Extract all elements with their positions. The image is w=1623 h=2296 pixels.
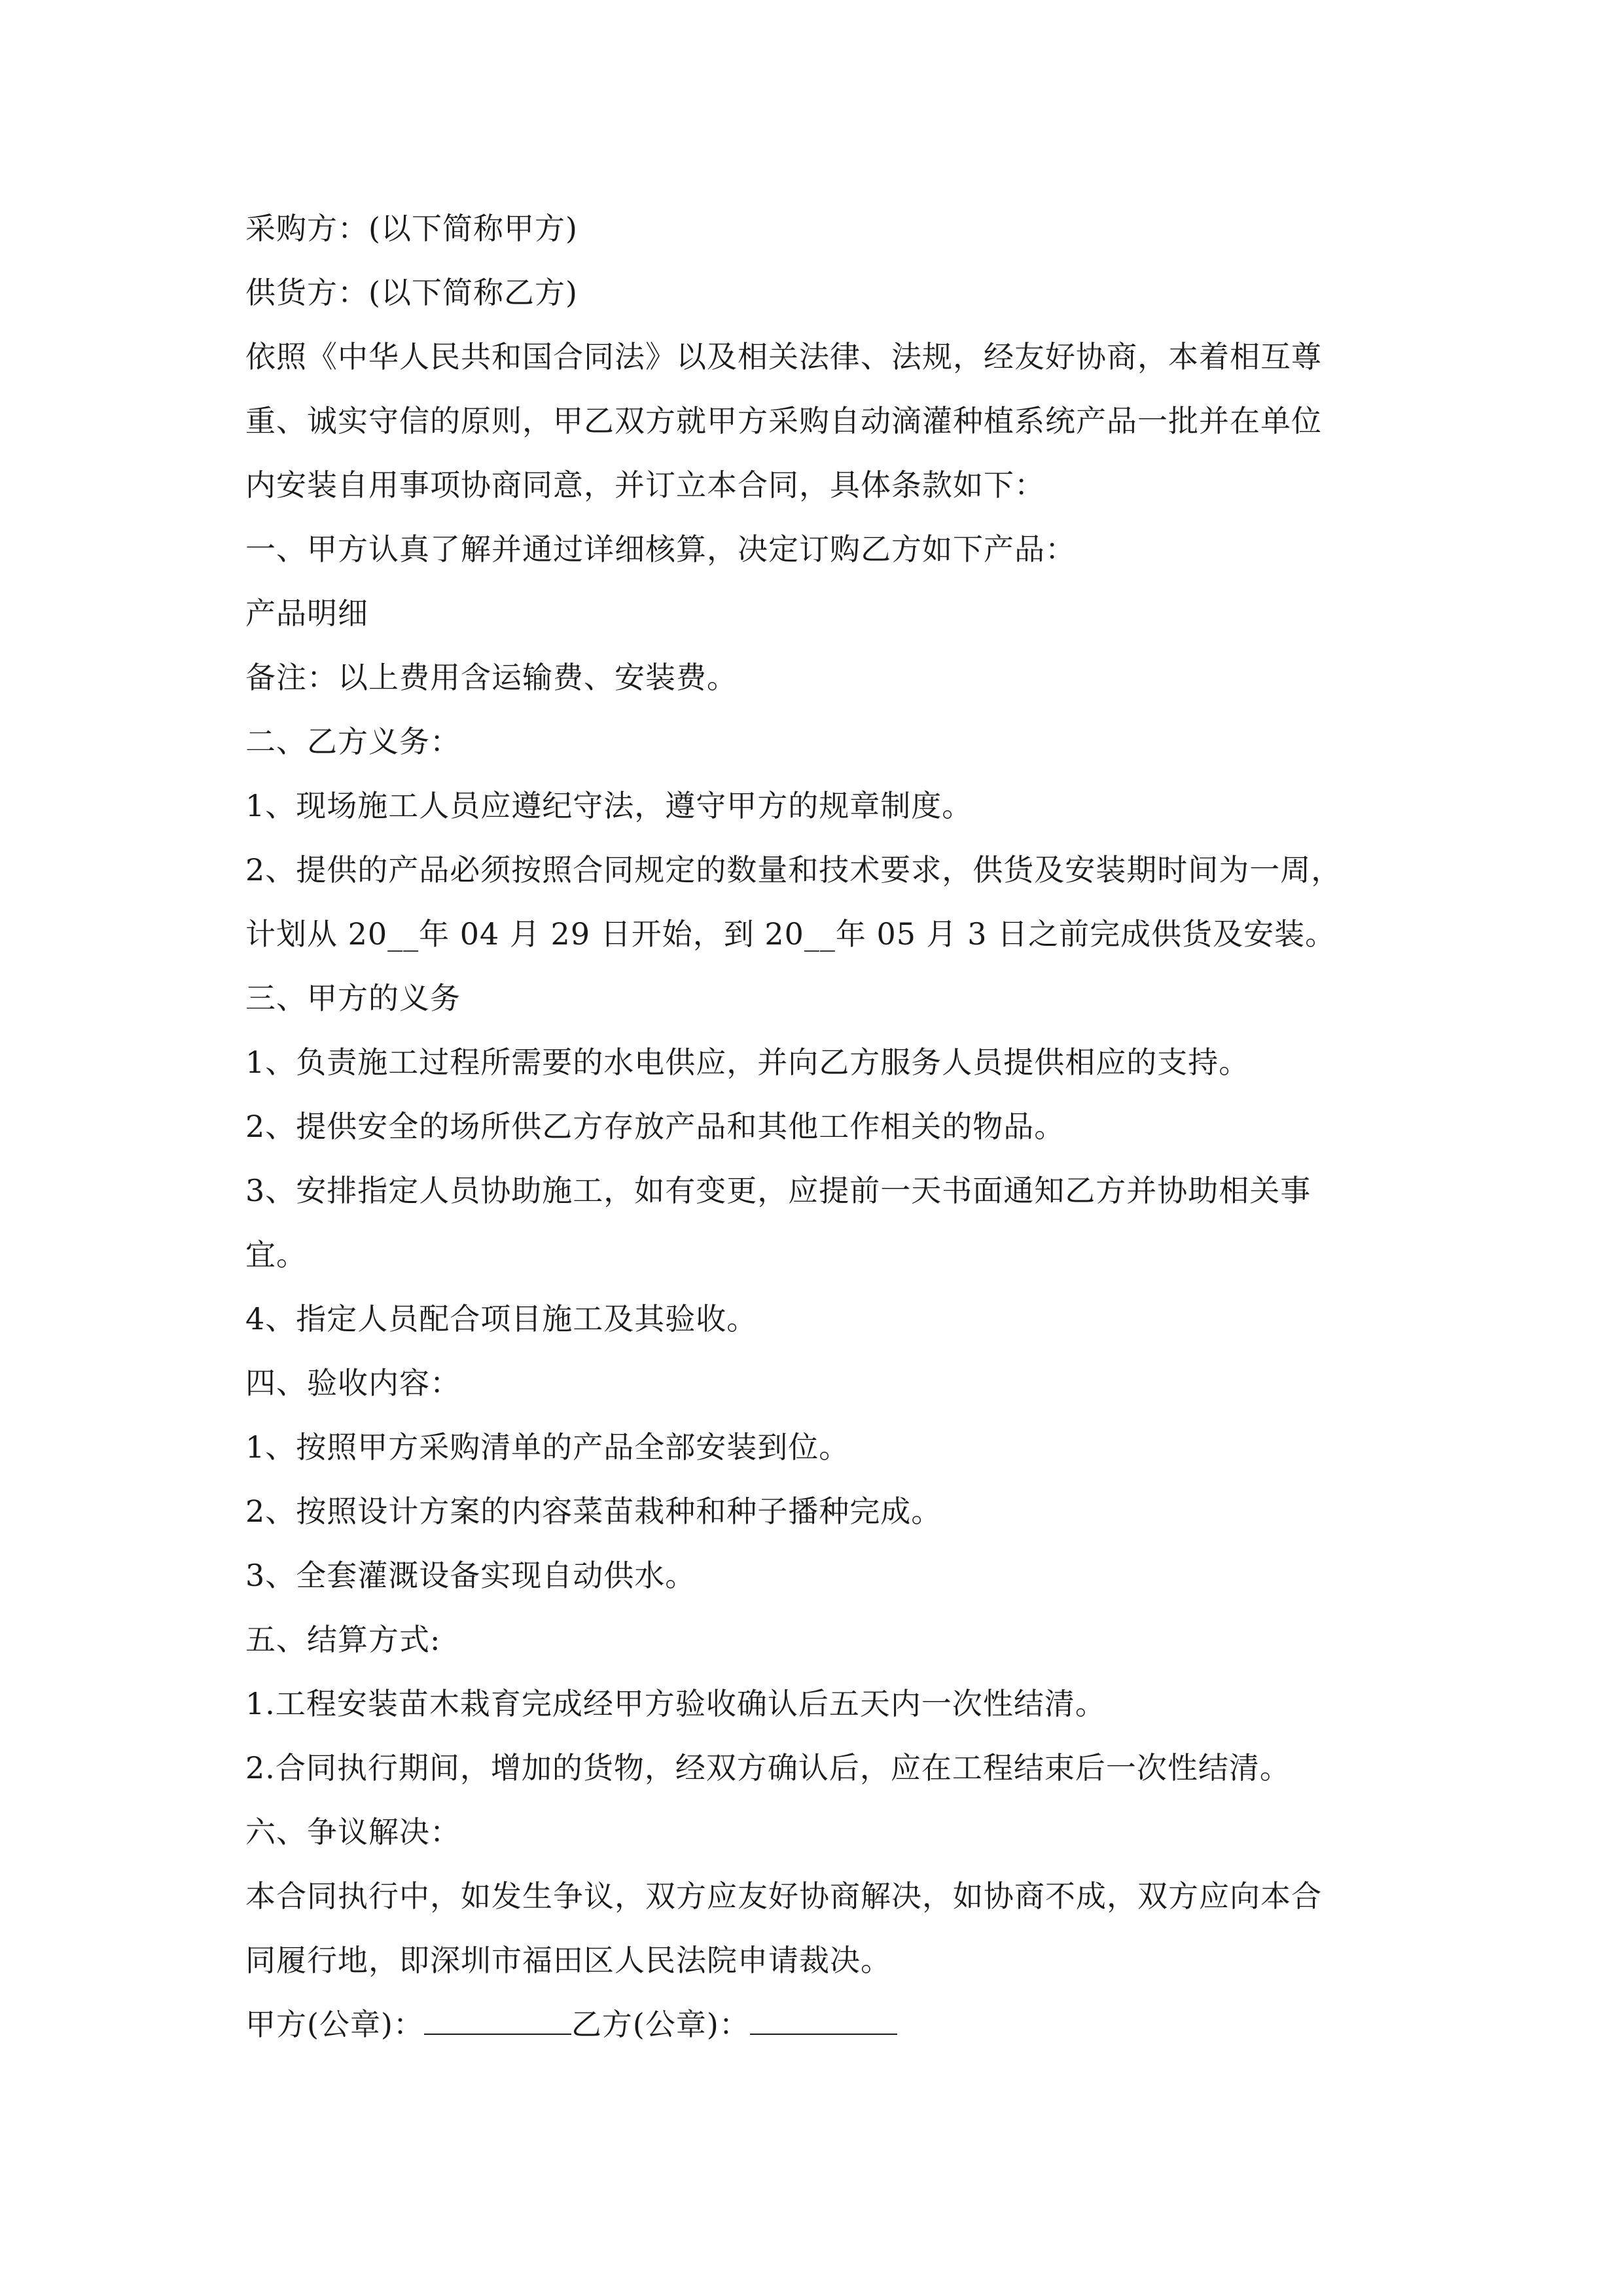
section-6-text-line-2: 同履行地，即深圳市福田区人民法院申请裁决。 — [245, 1943, 891, 1978]
intro-paragraph-line-3: 内安装自用事项协商同意，并订立本合同，具体条款如下： — [245, 467, 1045, 503]
intro-paragraph-line-2: 重、诚实守信的原则，甲乙双方就甲方采购自动滴灌种植系统产品一批并在单位 — [245, 403, 1322, 439]
section-3-item-2: 2、提供安全的场所供乙方存放产品和其他工作相关的物品。 — [245, 1109, 1065, 1144]
section-4-item-1: 1、按照甲方采购清单的产品全部安装到位。 — [245, 1429, 850, 1465]
section-6-text-line-1: 本合同执行中，如发生争议，双方应友好协商解决，如协商不成，双方应向本合 — [245, 1878, 1322, 1914]
section-5-item-2: 2.合同执行期间，增加的货物，经双方确认后，应在工程结束后一次性结清。 — [245, 1750, 1291, 1785]
product-detail-label: 产品明细 — [245, 596, 368, 631]
section-2-title: 二、乙方义务： — [245, 724, 461, 759]
section-1-title: 一、甲方认真了解并通过详细核算，决定订购乙方如下产品： — [245, 531, 1076, 567]
section-3-item-3-line-2: 宜。 — [245, 1237, 307, 1272]
section-2-item-2-line-2: 计划从 20__年 04 月 29 日开始，到 20__年 05 月 3 日之前完成供货及安装。 — [245, 916, 1336, 952]
section-2-item-1: 1、现场施工人员应遵纪守法，遵守甲方的规章制度。 — [245, 788, 973, 823]
section-3-title: 三、甲方的义务 — [245, 980, 461, 1016]
section-4-item-2: 2、按照设计方案的内容菜苗栽种和种子播种完成。 — [245, 1494, 942, 1529]
section-4-title: 四、验收内容： — [245, 1365, 461, 1401]
contract-page — [245, 196, 1397, 2056]
supplier-line: 供货方：(以下简称乙方) — [245, 275, 578, 310]
section-4-item-3: 3、全套灌溉设备实现自动供水。 — [245, 1558, 696, 1593]
intro-paragraph-line-1: 依照《中华人民共和国合同法》以及相关法律、法规，经友好协商，本着相互尊 — [245, 339, 1322, 374]
section-5-title: 五、结算方式: — [245, 1622, 441, 1657]
party-b-seal-label: 乙方(公章)： — [571, 2007, 750, 2042]
section-3-item-1: 1、负责施工过程所需要的水电供应，并向乙方服务人员提供相应的支持。 — [245, 1045, 1250, 1080]
section-3-item-3-line-1: 3、安排指定人员协助施工，如有变更，应提前一天书面通知乙方并协助相关事 — [245, 1173, 1311, 1208]
section-3-item-4: 4、指定人员配合项目施工及其验收。 — [245, 1301, 758, 1336]
section-1-note: 备注：以上费用含运输费、安装费。 — [245, 660, 738, 695]
party-b-signature-blank — [750, 2007, 897, 2035]
section-2-item-2-line-1: 2、提供的产品必须按照合同规定的数量和技术要求，供货及安装期时间为一周， — [245, 852, 1342, 888]
buyer-line: 采购方：(以下简称甲方) — [245, 211, 578, 246]
party-a-signature-blank — [424, 2007, 571, 2035]
signature-line — [245, 1992, 1397, 2056]
section-5-item-1: 1.工程安装苗木栽育完成经甲方验收确认后五天内一次性结清。 — [245, 1686, 1106, 1721]
party-a-seal-label: 甲方(公章)： — [245, 2007, 424, 2042]
section-6-title: 六、争议解决： — [245, 1814, 461, 1850]
